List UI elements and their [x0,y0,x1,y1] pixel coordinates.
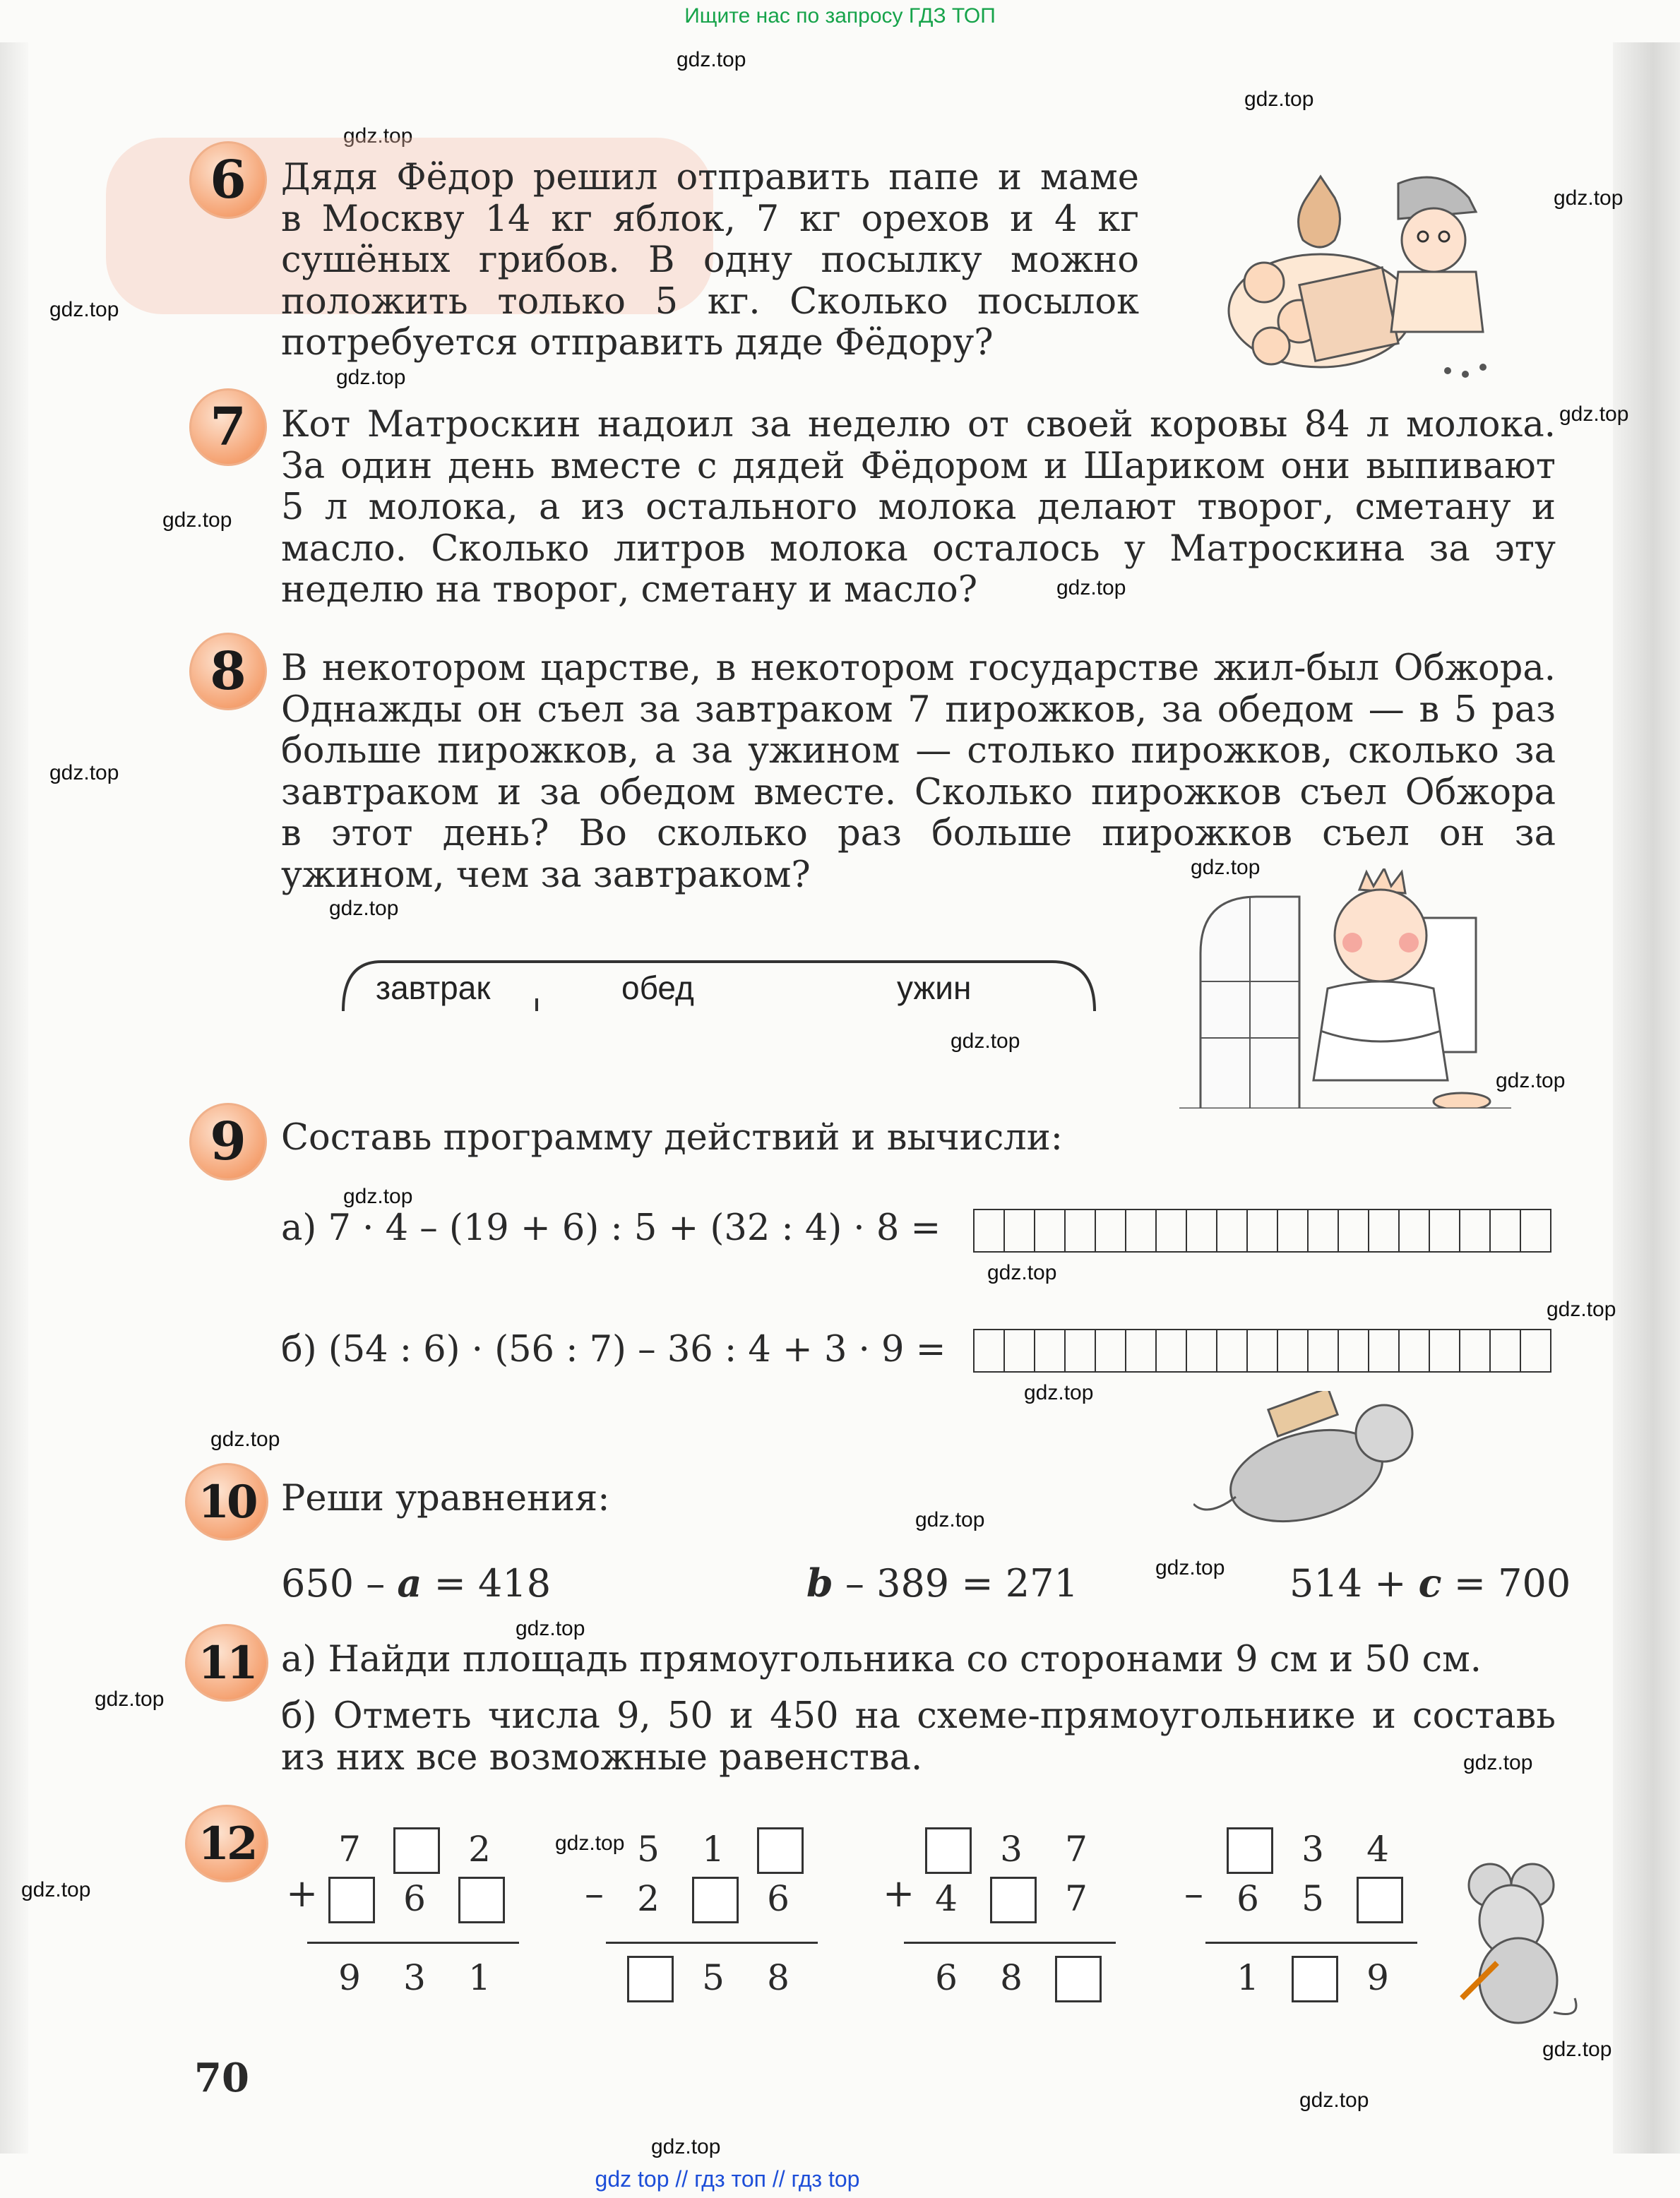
answer-cell[interactable] [1429,1209,1460,1253]
header-search-link[interactable]: Ищите нас по запросу ГДЗ ТОП [684,4,996,28]
operation-sign: + [883,1871,915,1916]
task-number-badge: 6 [189,141,267,219]
answer-cell[interactable] [1520,1209,1551,1253]
digit-box[interactable] [757,1827,804,1874]
task-11b-text: б) Отметь числа 9, 50 и 450 на схеме-прямоугольнике и составь из них все возможные равенства. [281,1695,1556,1779]
answer-cell[interactable] [1459,1209,1491,1253]
watermark: gdz.top [162,508,232,532]
answer-cell[interactable] [1034,1329,1066,1373]
answer-cell[interactable] [1155,1329,1187,1373]
digit: 4 [935,1878,958,1919]
scheme-label-lunch: обед [621,969,694,1006]
equation-1: 650 – a = 418 [281,1560,552,1606]
answer-cell[interactable] [1246,1209,1278,1253]
watermark: gdz.top [343,124,413,148]
watermark: gdz.top [677,48,746,71]
sum-line [1205,1942,1417,1944]
task-8-text: В некотором царстве, в некотором государстве жил-был Обжора. Однажды он съел за завтраком 7 пирожков, за обедом — в 5 раз больше пирожков, а за ужином — столько пирожков, сколько за завтраком и за обедом вместе. Сколько пирожков съел Обжора в этот день? Во сколько раз больше пирожков съел он за ужином, чем за завтраком? [281,647,1556,896]
scheme-label-dinner: ужин [897,969,972,1006]
watermark: gdz.top [1496,1069,1566,1092]
answer-cell[interactable] [973,1209,1005,1253]
digit: 3 [1301,1829,1324,1870]
digit: 6 [767,1878,790,1919]
digit: 8 [1000,1957,1023,1998]
answer-cell[interactable] [1338,1209,1369,1253]
task-9b-expression: б) (54 : 6) · (56 : 7) – 36 : 4 + 3 · 9 = [281,1329,946,1370]
column-problem [286,1829,519,1998]
task-number-badge: 8 [189,633,267,710]
watermark: gdz.top [1559,402,1629,426]
segment-scheme [339,955,1102,1018]
digit-box[interactable] [1292,1956,1338,2002]
digit: 3 [403,1957,426,1998]
watermark: gdz.top [343,1185,413,1208]
digit: 1 [1237,1957,1259,1998]
answer-cell[interactable] [1125,1209,1157,1253]
equation-2: b – 389 = 271 [806,1560,1078,1606]
answer-cell[interactable] [1064,1329,1096,1373]
watermark: gdz.top [1155,1556,1225,1579]
digit-box[interactable] [328,1877,375,1923]
task-7-text: Кот Матроскин надоил за неделю от своей коровы 84 л молока. За один день вместе с дядей Фёдором и Шариком они выпивают 5 л молока, а из остального молока делают творог, сметану и масло. Сколько литров молока осталось у Матроскина за эту неделю на творог, сметану и масло? [281,404,1556,611]
page-right-shadow [1613,42,1680,2154]
answer-cell[interactable] [1307,1329,1339,1373]
digit: 1 [468,1957,491,1998]
answer-grid-9b[interactable] [975,1329,1551,1373]
digit: 5 [637,1829,660,1870]
digit: 8 [767,1957,790,1998]
digit: 6 [935,1957,958,1998]
watermark: gdz.top [329,897,399,920]
task-9a-expression: а) 7 · 4 – (19 + 6) : 5 + (32 : 4) · 8 = [281,1207,941,1249]
watermark: gdz.top [951,1029,1020,1053]
uncle-fyodor-cat-illustration [1222,169,1504,388]
watermark: gdz.top [95,1688,165,1711]
watermark: gdz.top [1244,88,1314,111]
answer-cell[interactable] [1003,1329,1035,1373]
digit: 9 [338,1957,361,1998]
digit-box[interactable] [1055,1956,1102,2002]
page-number: 70 [194,2055,249,2101]
digit-box[interactable] [1357,1877,1403,1923]
watermark: gdz.top [1463,1751,1533,1774]
column-problem [1184,1829,1417,1998]
watermark: gdz.top [1056,576,1126,599]
answer-cell[interactable] [1489,1329,1521,1373]
answer-cell[interactable] [1216,1329,1248,1373]
digit-box[interactable] [458,1877,505,1923]
task-number-badge: 7 [189,388,267,466]
digit: 4 [1366,1829,1389,1870]
answer-cell[interactable] [1125,1329,1157,1373]
answer-grid-9a[interactable] [975,1209,1551,1253]
watermark: gdz.top [555,1832,625,1855]
digit-box[interactable] [627,1956,674,2002]
sum-line [904,1942,1116,1944]
answer-cell[interactable] [1277,1329,1309,1373]
digit-box[interactable] [1227,1827,1273,1874]
digit: 2 [468,1829,491,1870]
task-9-title: Составь программу действий и вычисли: [281,1117,1063,1159]
answer-cell[interactable] [1368,1209,1400,1253]
answer-cell[interactable] [1003,1209,1035,1253]
answer-cell[interactable] [1216,1209,1248,1253]
answer-cell[interactable] [1064,1209,1096,1253]
answer-cell[interactable] [1095,1209,1126,1253]
watermark: gdz.top [49,761,119,784]
digit-box[interactable] [925,1827,972,1874]
answer-cell[interactable] [1368,1329,1400,1373]
answer-cell[interactable] [1034,1209,1066,1253]
task-10-title: Реши уравнения: [281,1478,610,1519]
task-6-text: Дядя Фёдор решил отправить папе и маме в Москву 14 кг яблок, 7 кг орехов и 4 кг сушёных грибов. В одну посылку можно положить только 5 кг. Сколько посылок потребуется отправить дяде Фёдору? [281,157,1139,364]
answer-cell[interactable] [1338,1329,1369,1373]
digit: 9 [1366,1957,1389,1998]
sum-line [307,1942,519,1944]
answer-cell[interactable] [1520,1329,1551,1373]
answer-cell[interactable] [1095,1329,1126,1373]
glutton-king-illustration [1179,868,1511,1109]
answer-cell[interactable] [1398,1209,1430,1253]
answer-cell[interactable] [1459,1329,1491,1373]
watermark: gdz.top [1554,186,1624,210]
watermark: gdz.top [1024,1381,1094,1404]
watermark: gdz.top [516,1617,585,1640]
task-number-badge: 12 [185,1805,268,1882]
watermark: gdz.top [21,1878,91,1901]
digit: 7 [1065,1878,1088,1919]
digit: 2 [637,1878,660,1919]
digit: 1 [702,1829,725,1870]
task-11a-text: а) Найди площадь прямоугольника со сторонами 9 см и 50 см. [281,1639,1482,1680]
footer-links[interactable]: gdz top // гдз топ // гдз top [595,2166,860,2192]
watermark: gdz.top [1191,856,1261,879]
watermark: gdz.top [1542,2038,1612,2061]
operation-sign: + [286,1871,318,1916]
task-number-badge: 10 [185,1463,268,1541]
answer-cell[interactable] [1277,1209,1309,1253]
operation-sign: – [1184,1871,1203,1916]
answer-cell[interactable] [1307,1209,1339,1253]
digit: 6 [1237,1878,1259,1919]
digit: 6 [403,1878,426,1919]
watermark: gdz.top [210,1428,280,1451]
answer-cell[interactable] [1186,1209,1217,1253]
equation-3: 514 + c = 700 [1289,1560,1571,1606]
answer-cell[interactable] [1398,1329,1430,1373]
column-problem [585,1829,818,1998]
watermark: gdz.top [336,366,406,389]
watermark: gdz.top [1547,1298,1616,1321]
digit: 3 [1000,1829,1023,1870]
task-number-badge: 11 [185,1624,268,1702]
watermark: gdz.top [915,1508,985,1531]
answer-cell[interactable] [973,1329,1005,1373]
digit-box[interactable] [692,1877,739,1923]
operation-sign: – [585,1871,604,1916]
digit: 5 [702,1957,725,1998]
answer-cell[interactable] [1186,1329,1217,1373]
scheme-label-breakfast: завтрак [376,969,491,1006]
digit: 5 [1301,1878,1324,1919]
watermark: gdz.top [49,298,119,321]
digit: 7 [338,1829,361,1870]
column-problem [883,1829,1116,1998]
task-number-badge: 9 [189,1103,267,1181]
sum-line [606,1942,818,1944]
watermark: gdz.top [651,2135,721,2158]
answer-cell[interactable] [1489,1209,1521,1253]
answer-cell[interactable] [1155,1209,1187,1253]
page-left-shadow [0,42,28,2154]
digit-box[interactable] [990,1877,1037,1923]
watermark: gdz.top [987,1261,1057,1284]
mouse-with-pencil-illustration [1441,1857,1582,2026]
digit: 7 [1065,1829,1088,1870]
answer-cell[interactable] [1429,1329,1460,1373]
digit-box[interactable] [393,1827,440,1874]
watermark: gdz.top [1299,2089,1369,2112]
answer-cell[interactable] [1246,1329,1278,1373]
